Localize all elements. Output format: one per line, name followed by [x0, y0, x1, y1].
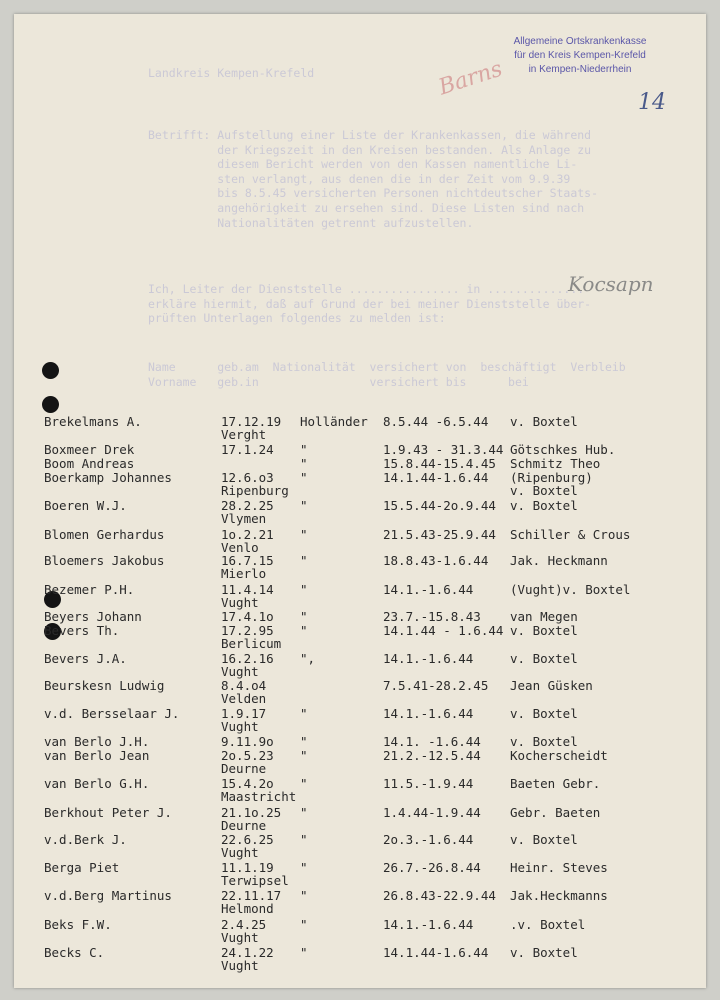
nationality: ": [300, 442, 308, 457]
birth-date: 17.12.19: [221, 414, 282, 429]
person-name: Bezemer P.H.: [44, 582, 135, 597]
birth-date: 11.4.14: [221, 582, 274, 597]
punch-hole: [42, 362, 59, 379]
nationality: ": [300, 553, 308, 568]
insurance-period: 8.5.44 -6.5.44: [383, 414, 489, 429]
employer: v. Boxtel: [510, 734, 578, 749]
employer: Jak. Heckmann: [510, 553, 608, 568]
employer: Schmitz Theo: [510, 456, 601, 471]
employer: Heinr. Steves: [510, 860, 608, 875]
birth-place: Vught: [221, 595, 259, 610]
employer: Götschkes Hub.: [510, 442, 616, 457]
stamp-line: für den Kreis Kempen-Krefeld: [514, 50, 646, 61]
nationality: ": [300, 623, 308, 638]
nationality: ": [300, 609, 308, 624]
health-insurance-stamp: [500, 35, 660, 77]
district-header: Landkreis Kempen-Krefeld: [148, 66, 315, 80]
birth-place: Berlicum: [221, 636, 282, 651]
employer: Baeten Gebr.: [510, 776, 601, 791]
red-pencil-mark: Barns: [435, 56, 506, 101]
person-name: Brekelmans A.: [44, 414, 142, 429]
birth-date: 16.2.16: [221, 651, 274, 666]
birth-place: Vught: [221, 664, 259, 679]
stamp-line: Allgemeine Ortskrankenkasse: [513, 36, 647, 47]
person-name: Boerkamp Johannes: [44, 470, 172, 485]
punch-hole: [42, 396, 59, 413]
person-name: van Berlo G.H.: [44, 776, 150, 791]
birth-date: 17.2.95: [221, 623, 274, 638]
birth-date: 2.4.25: [221, 917, 267, 932]
insurance-period: 14.1.44 - 1.6.44: [383, 623, 504, 638]
person-name: Beks F.W.: [44, 917, 112, 932]
person-name: Bloemers Jakobus: [44, 553, 165, 568]
person-name: Boxmeer Drek: [44, 442, 135, 457]
person-name: Becks C.: [44, 945, 105, 960]
person-name: Berkhout Peter J.: [44, 805, 172, 820]
nationality: ": [300, 945, 308, 960]
stamp-line: in Kempen-Niederrhein: [528, 64, 632, 75]
birth-place: Maastricht: [221, 789, 297, 804]
employer: v. Boxtel: [510, 414, 578, 429]
person-name: v.d. Bersselaar J.: [44, 706, 180, 721]
employer: Jean Güsken: [510, 678, 593, 693]
nationality: ": [300, 832, 308, 847]
birth-place: Terwipsel: [221, 873, 289, 888]
nationality: ": [300, 805, 308, 820]
birth-place: Vught: [221, 845, 259, 860]
insurance-period: 15.5.44-2o.9.44: [383, 498, 496, 513]
employer: Jak.Heckmanns: [510, 888, 608, 903]
birth-date: 22.6.25: [221, 832, 274, 847]
birth-place: Vught: [221, 719, 259, 734]
employer: Gebr. Baeten: [510, 805, 601, 820]
insurance-period: 1.4.44-1.9.44: [383, 805, 481, 820]
birth-date: 9.11.9o: [221, 734, 274, 749]
declaration-paragraph: Ich, Leiter der Dienststelle ................ in .............. erkläre hiermit, daß auf Grund der bei meiner Dienststelle über- prüften Unterlagen folgendes zu melden ist:: [148, 282, 592, 326]
employer-line2: v. Boxtel: [510, 483, 578, 498]
nationality: Holländer: [300, 414, 368, 429]
insurance-period: 11.5.-1.9.44: [383, 776, 474, 791]
birth-date: 17.1.24: [221, 442, 274, 457]
birth-date: 1.9.17: [221, 706, 267, 721]
birth-date: 22.11.17: [221, 888, 282, 903]
insurance-period: 2o.3.-1.6.44: [383, 832, 474, 847]
person-name: Boeren W.J.: [44, 498, 127, 513]
birth-place: Helmond: [221, 901, 274, 916]
nationality: ": [300, 582, 308, 597]
insurance-period: 23.7.-15.8.43: [383, 609, 481, 624]
birth-date: 16.7.15: [221, 553, 274, 568]
birth-date: 11.1.19: [221, 860, 274, 875]
birth-place: Venlo: [221, 540, 259, 555]
employer: Schiller & Crous: [510, 527, 631, 542]
employer: v. Boxtel: [510, 832, 578, 847]
birth-place: Vlymen: [221, 511, 267, 526]
birth-place: Deurne: [221, 818, 267, 833]
birth-date: 1o.2.21: [221, 527, 274, 542]
insurance-period: 1.9.43 - 31.3.44: [383, 442, 504, 457]
person-name: Bevers J.A.: [44, 651, 127, 666]
birth-date: 12.6.o3: [221, 470, 274, 485]
nationality: ": [300, 498, 308, 513]
nationality: ": [300, 456, 308, 471]
employer: v. Boxtel: [510, 498, 578, 513]
nationality: ": [300, 917, 308, 932]
nationality: ": [300, 748, 308, 763]
nationality: ",: [300, 651, 316, 666]
insurance-period: 15.8.44-15.4.45: [383, 456, 496, 471]
person-name: Beurskesn Ludwig: [44, 678, 165, 693]
insurance-period: 21.2.-12.5.44: [383, 748, 481, 763]
nationality: ": [300, 706, 308, 721]
employer: v. Boxtel: [510, 945, 578, 960]
insurance-period: 18.8.43-1.6.44: [383, 553, 489, 568]
birth-date: 21.1o.25: [221, 805, 282, 820]
birth-place: Velden: [221, 691, 267, 706]
insurance-period: 14.1.44-1.6.44: [383, 945, 489, 960]
page-number: 14: [638, 90, 666, 115]
column-headers: Name geb.am Nationalität versichert von beschäftigt Verbleib Vorname geb.in versichert bis bei: [148, 360, 626, 389]
betrifft-paragraph: Betrifft: Aufstellung einer Liste der Krankenkassen, die während der Kriegszeit in den Kreisen bestanden. Als Anlage zu diesem Bericht werden von den Kassen namentliche Li- sten verlangt, aus denen die in der Zeit vom 9.9.39 bis 8.5.45 versicherten Personen nichtdeutscher Staats- angehörigkeit zu ersehen sind. Diese Listen sind nach Nationalitäten getrennt aufzustellen.: [148, 128, 599, 230]
birth-place: Vught: [221, 930, 259, 945]
birth-date: 8.4.o4: [221, 678, 267, 693]
nationality: ": [300, 860, 308, 875]
nationality: ": [300, 470, 308, 485]
employer: v. Boxtel: [510, 706, 578, 721]
birth-place: Deurne: [221, 761, 267, 776]
birth-place: Vught: [221, 958, 259, 973]
employer: v. Boxtel: [510, 651, 578, 666]
person-name: Blomen Gerhardus: [44, 527, 165, 542]
person-name: v.d.Berk J.: [44, 832, 127, 847]
person-name: Berga Piet: [44, 860, 120, 875]
insurance-period: 26.8.43-22.9.44: [383, 888, 496, 903]
insurance-period: 14.1.-1.6.44: [383, 917, 474, 932]
person-name: van Berlo J.H.: [44, 734, 150, 749]
insurance-period: 14.1.-1.6.44: [383, 706, 474, 721]
signature-scribble: Kocsapn: [568, 272, 654, 296]
insurance-period: 21.5.43-25.9.44: [383, 527, 496, 542]
employer: .v. Boxtel: [510, 917, 586, 932]
employer: v. Boxtel: [510, 623, 578, 638]
employer: (Vught)v. Boxtel: [510, 582, 631, 597]
insurance-period: 14.1.44-1.6.44: [383, 470, 489, 485]
birth-place: Verght: [221, 427, 267, 442]
insurance-period: 14.1.-1.6.44: [383, 582, 474, 597]
person-name: van Berlo Jean: [44, 748, 150, 763]
nationality: ": [300, 776, 308, 791]
person-name: Bevers Th.: [44, 623, 120, 638]
insurance-period: 7.5.41-28.2.45: [383, 678, 489, 693]
person-name: v.d.Berg Martinus: [44, 888, 172, 903]
birth-date: 28.2.25: [221, 498, 274, 513]
nationality: ": [300, 527, 308, 542]
employer: Kocherscheidt: [510, 748, 608, 763]
birth-date: 15.4.2o: [221, 776, 274, 791]
nationality: ": [300, 734, 308, 749]
birth-place: Ripenburg: [221, 483, 289, 498]
nationality: ": [300, 888, 308, 903]
employer: (Ripenburg): [510, 470, 593, 485]
insurance-period: 14.1.-1.6.44: [383, 651, 474, 666]
insurance-period: 14.1. -1.6.44: [383, 734, 481, 749]
birth-place: Mierlo: [221, 566, 267, 581]
birth-date: 17.4.1o: [221, 609, 274, 624]
birth-date: 24.1.22: [221, 945, 274, 960]
insurance-period: 26.7.-26.8.44: [383, 860, 481, 875]
birth-date: 2o.5.23: [221, 748, 274, 763]
person-name: Beyers Johann: [44, 609, 142, 624]
person-name: Boom Andreas: [44, 456, 135, 471]
employer: van Megen: [510, 609, 578, 624]
